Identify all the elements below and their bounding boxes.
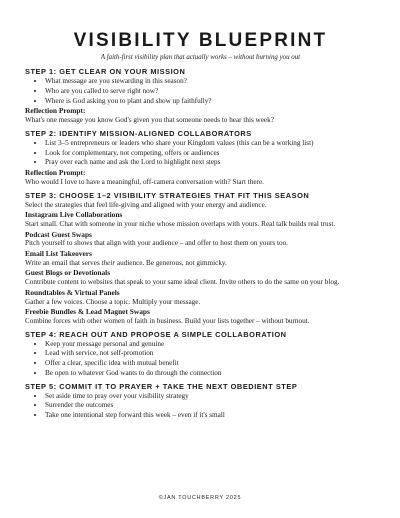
strategy-text: Start small. Chat with someone in your niche whose mission overlaps with yours. Real talk builds real trust. — [25, 219, 336, 228]
step-3-intro: Select the strategies that feel life-giving and aligned with your energy and audience. — [25, 200, 267, 209]
list-item: • Take one intentional step forward this week – even if it's small — [45, 411, 376, 421]
step-2-list — [25, 139, 376, 168]
strategy-text: Pitch yourself to shows that align with your audience – and offer to host them on yours too. — [25, 239, 288, 248]
strategy-text: Contribute content to websites that speak to your same ideal client. Invite others to do the same on your blog. — [25, 278, 340, 287]
strategy-text: Combine forces with other women of faith in business. Build your lists together – without burnout. — [25, 316, 310, 325]
page-subtitle: A faith-first visibility plan that actually works – without burning you out — [100, 54, 301, 61]
list-item: • Lead with service, not self-promotion — [45, 349, 376, 359]
reflection-prompt-label: Reflection Prompt: — [25, 106, 86, 116]
step-4-heading: STEP 4: REACH OUT AND PROPOSE A SIMPLE COLLABORATION — [25, 329, 287, 339]
list-item: • Where is God asking you to plant and show up faithfully? — [45, 97, 376, 107]
strategy-text — [25, 259, 376, 269]
strategy-text: Gather a few voices. Choose a topic. Multiply your message. — [25, 297, 201, 306]
reflection-prompt-label: Reflection Prompt: — [25, 168, 86, 178]
list-item: • List 3–5 entrepreneurs or leaders who share your Kingdom values (this can be a working list) — [45, 139, 376, 149]
step-4-list — [25, 340, 376, 379]
strategy-text-part: Write an email that serves — [25, 258, 102, 267]
reflection-prompt-text: What's one message you know God's given you that someone needs to hear this week? — [25, 116, 274, 125]
list-item: • Set aside time to pray over your visibility strategy — [45, 392, 376, 402]
step-5-list — [25, 392, 376, 421]
step-2-heading: STEP 2: IDENTIFY MISSION-ALIGNED COLLABORATORS — [25, 128, 252, 138]
strategy-text-emphasis: their — [101, 258, 116, 267]
step-5-heading: STEP 5: COMMIT IT TO PRAYER + TAKE THE NEXT OBEDIENT STEP — [25, 381, 298, 391]
page-title: VISIBILITY BLUEPRINT — [73, 30, 328, 51]
list-item: • Who are you called to serve right now? — [45, 87, 376, 97]
strategy-label: Guest Blogs or Devotionals — [25, 268, 111, 278]
list-item: • Be open to whatever God wants to do through the connection — [45, 369, 376, 379]
strategy-label: Email List Takeovers — [25, 248, 92, 258]
list-item: • Pray over each name and ask the Lord to highlight next steps — [45, 158, 376, 168]
strategy-label: Roundtables & Virtual Panels — [25, 287, 120, 297]
list-item: • Offer a clear, specific idea with mutual benefit — [45, 359, 376, 369]
strategy-text-part: audience. Be generous, not gimmicky. — [115, 258, 227, 267]
strategy-label: Podcast Guest Swaps — [25, 229, 92, 239]
reflection-prompt-text: Who would I love to have a meaningful, off-camera conversation with? Start there. — [25, 177, 264, 186]
strategy-label: Freebie Bundles & Lead Magnet Swaps — [25, 307, 150, 317]
step-3-heading: STEP 3: CHOOSE 1–2 VISIBILITY STRATEGIES THAT FIT THIS SEASON — [25, 190, 310, 200]
list-item: • What message are you stewarding in this season? — [45, 77, 376, 87]
list-item: • Surrender the outcomes — [45, 401, 376, 411]
strategy-label: Instagram Live Collaborations — [25, 210, 123, 220]
copyright-footer: ©JAN TOUCHBERRY 2025 — [158, 495, 242, 501]
step-1-heading: STEP 1: GET CLEAR ON YOUR MISSION — [25, 67, 186, 76]
step-1-list — [25, 77, 376, 106]
list-item: • Look for complementary, not competing, offers or audiences — [45, 149, 376, 159]
list-item: • Keep your message personal and genuine — [45, 340, 376, 350]
